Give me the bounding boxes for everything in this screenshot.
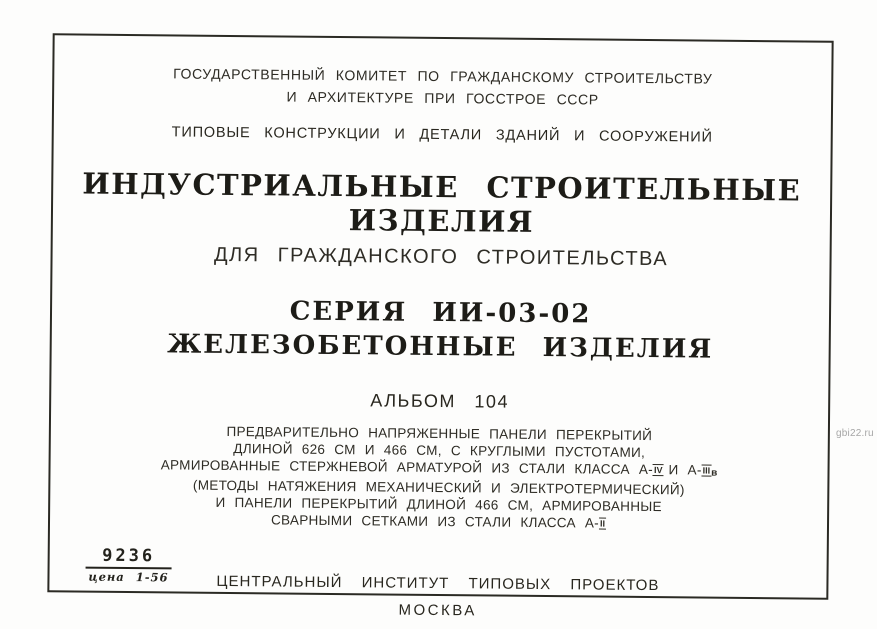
description-line-1: ПРЕДВАРИТЕЛЬНО НАПРЯЖЕННЫЕ ПАНЕЛИ ПЕРЕКРЫТИЙ: [226, 423, 653, 444]
site-watermark: gbi22.ru: [836, 428, 874, 439]
album-number: АЛЬБОМ 104: [370, 390, 510, 412]
series-subject: ЖЕЛЕЗОБЕТОННЫЕ ИЗДЕЛИЯ: [166, 329, 714, 365]
description-line-3-prefix: АРМИРОВАННЫЕ СТЕРЖНЕВОЙ АРМАТУРОЙ ИЗ СТАЛИ КЛАССА А-: [160, 457, 654, 478]
steel-class-a3-roman: III: [702, 465, 711, 476]
description-line-5: И ПАНЕЛИ ПЕРЕКРЫТИЙ ДЛИНОЙ 466 СМ, АРМИРОВАННЫЕ: [215, 494, 662, 515]
description-line-2: ДЛИНОЙ 626 СМ И 466 СМ, С КРУГЛЫМИ ПУСТОТАМИ,: [233, 441, 646, 460]
price-stamp: [85, 547, 171, 585]
steel-class-a4-roman: IV: [653, 465, 663, 476]
description-line-3-mid: И А-: [668, 462, 702, 478]
title-page-content: [49, 35, 831, 620]
publisher-name: ЦЕНТРАЛЬНЫЙ ИНСТИТУТ ТИПОВЫХ ПРОЕКТОВ: [216, 572, 660, 595]
series-caption: ТИПОВЫЕ КОНСТРУКЦИИ И ДЕТАЛИ ЗДАНИЙ И СООРУЖЕНИЙ: [171, 124, 713, 146]
description-block: [50, 421, 828, 533]
description-line-6-prefix: СВАРНЫМИ СЕТКАМИ ИЗ СТАЛИ КЛАССА А-: [270, 512, 600, 531]
document-code: 9236: [86, 547, 172, 570]
main-title: ИНДУСТРИАЛЬНЫЕ СТРОИТЕЛЬНЫЕ ИЗДЕЛИЯ: [82, 166, 802, 239]
committee-block: [54, 35, 832, 112]
committee-line-2: И АРХИТЕКТУРЕ ПРИ ГОССТРОЕ СССР: [286, 88, 599, 108]
title-page-frame: [47, 33, 833, 620]
committee-line-1: ГОСУДАРСТВЕННЫЙ КОМИТЕТ ПО ГРАЖДАНСКОМУ СТРОИТЕЛЬСТВУ: [173, 65, 713, 87]
series-number: СЕРИЯ ИИ-03-02: [289, 296, 592, 330]
steel-class-a2-roman: II: [599, 518, 606, 529]
steel-class-a3v-suffix: в: [711, 467, 718, 479]
description-line-4: (МЕТОДЫ НАТЯЖЕНИЯ МЕХАНИЧЕСКИЙ И ЭЛЕКТРОТЕРМИЧЕСКИЙ): [192, 477, 685, 498]
main-subtitle: ДЛЯ ГРАЖДАНСКОГО СТРОИТЕЛЬСТВА: [213, 243, 669, 271]
publisher-city: МОСКВА: [398, 601, 477, 620]
price-label: цена 1-56: [88, 569, 169, 585]
